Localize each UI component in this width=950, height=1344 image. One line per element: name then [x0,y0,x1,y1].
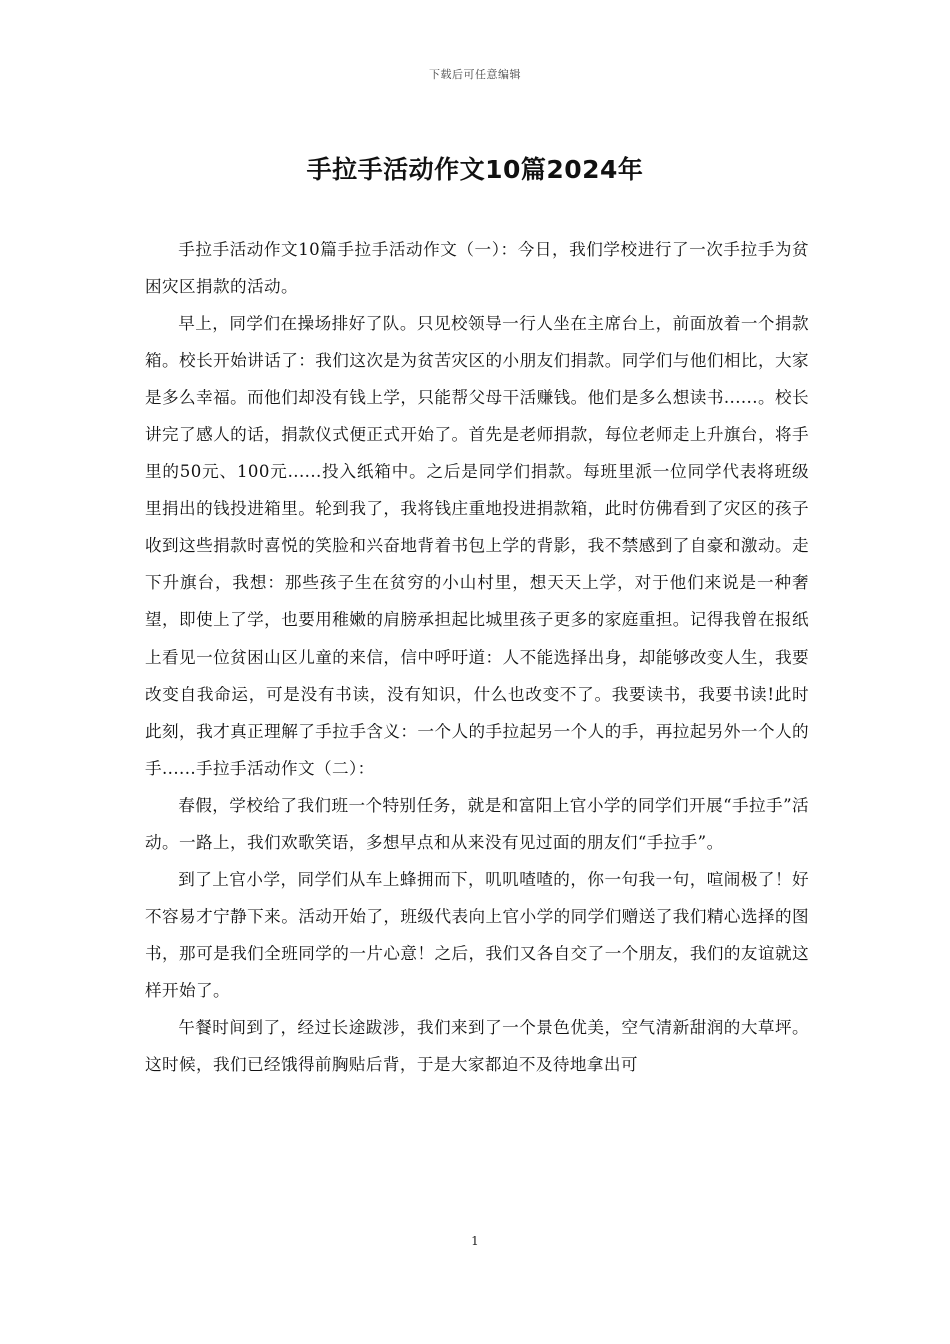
document-title: 手拉手活动作文10篇2024年 [306,155,644,184]
paragraph: 早上，同学们在操场排好了队。只见校领导一行人坐在主席台上，前面放着一个捐款箱。校长开始讲话了：我们这次是为贫苦灾区的小朋友们捐款。同学们与他们相比，大家是多么幸福。而他们却没有钱上学，只能帮父母干活赚钱。他们是多么想读书......。校长讲完了感人的话，捐款仪式便正式开始了。首先是老师捐款，每位老师走上升旗台，将手里的50元、100元......投入纸箱中。之后是同学们捐款。每班里派一位同学代表将班级里捐出的钱投进箱里。轮到我了，我将钱庄重地投进捐款箱，此时仿佛看到了灾区的孩子收到这些捐款时喜悦的笑脸和兴奋地背着书包上学的背影，我不禁感到了自豪和激动。走下升旗台，我想：那些孩子生在贫穷的小山村里，想天天上学，对于他们来说是一种奢望，即使上了学，也要用稚嫩的肩膀承担起比城里孩子更多的家庭重担。记得我曾在报纸上看见一位贫困山区儿童的来信，信中呼吁道：人不能选择出身，却能够改变人生，我要改变自我命运，可是没有书读，没有知识，什么也改变不了。我要读书，我要书读!此时此刻，我才真正理解了手拉手含义：一个人的手拉起另一个人的手，再拉起另外一个人的手......手拉手活动作文（二）： [145,314,809,778]
paragraph: 手拉手活动作文10篇手拉手活动作文（一）：今日，我们学校进行了一次手拉手为贫困灾区捐款的活动。 [145,240,809,297]
paragraph: 午餐时间到了，经过长途跋涉，我们来到了一个景色优美，空气清新甜润的大草坪。这时候，我们已经饿得前胸贴后背，于是大家都迫不及待地拿出可 [145,1017,809,1075]
page-number: 1 [471,1234,479,1248]
document-body [145,231,809,1083]
paragraph: 春假，学校给了我们班一个特别任务，就是和富阳上官小学的同学们开展“手拉手”活动。一路上，我们欢歌笑语，多想早点和从来没有见过面的朋友们“手拉手”。 [145,795,809,852]
header-note: 下载后可任意编辑 [429,68,521,81]
paragraph: 到了上官小学，同学们从车上蜂拥而下，叽叽喳喳的，你一句我一句，喧闹极了！好不容易才宁静下来。活动开始了，班级代表向上官小学的同学们赠送了我们精心选择的图书，那可是我们全班同学的一片心意！之后，我们又各自交了一个朋友，我们的友谊就这样开始了。 [145,869,809,1000]
